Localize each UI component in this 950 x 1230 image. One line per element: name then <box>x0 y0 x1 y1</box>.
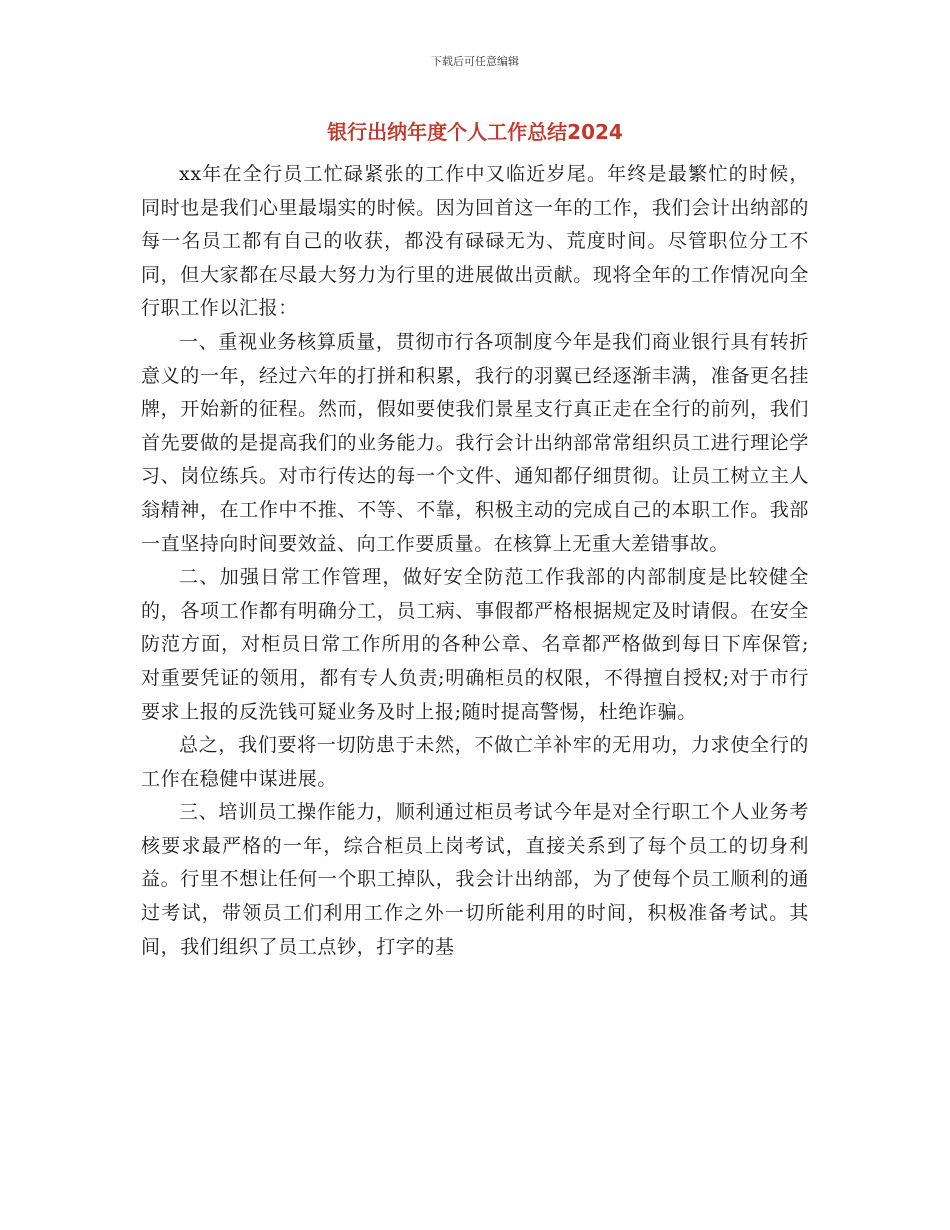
paragraph-intro: xx年在全行员工忙碌紧张的工作中又临近岁尾。年终是最繁忙的时候，同时也是我们心里最塌实的时候。因为回首这一年的工作，我们会计出纳部的每一名员工都有自己的收获，都没有碌碌无为、荒度时间。尽管职位分工不同，但大家都在尽最大努力为行里的进展做出贡献。现将全年的工作情况向全行职工作以汇报： <box>141 163 809 320</box>
header-note: 下载后可任意编辑 <box>431 55 519 68</box>
paragraph-section-1: 一、重视业务核算质量，贯彻市行各项制度今年是我们商业银行具有转折意义的一年，经过六年的打拼和积累，我行的羽翼已经逐渐丰满，准备更名挂牌，开始新的征程。然而，假如要使我们景星支行真正走在全行的前列，我们首先要做的是提高我们的业务能力。我行会计出纳部常常组织员工进行理论学习、岗位练兵。对市行传达的每一个文件、通知都仔细贯彻。让员工树立主人翁精神，在工作中不推、不等、不靠，积极主动的完成自己的本职工作。我部一直坚持向时间要效益、向工作要质量。在核算上无重大差错事故。 <box>141 330 809 555</box>
paragraph-section-3: 三、培训员工操作能力，顺利通过柜员考试今年是对全行职工个人业务考核要求最严格的一年，综合柜员上岗考试，直接关系到了每个员工的切身利益。行里不想让任何一个职工掉队，我会计出纳部，为了使每个员工顺利的通过考试，带领员工们利用工作之外一切所能利用的时间，积极准备考试。其间，我们组织了员工点钞，打字的基 <box>141 801 809 958</box>
document-title: 银行出纳年度个人工作总结2024 <box>327 120 623 144</box>
paragraph-section-2: 二、加强日常工作管理，做好安全防范工作我部的内部制度是比较健全的，各项工作都有明确分工，员工病、事假都严格根据规定及时请假。在安全防范方面，对柜员日常工作所用的各种公章、名章都严格做到每日下库保管;对重要凭证的领用，都有专人负责;明确柜员的权限，不得擅自授权;对于市行要求上报的反洗钱可疑业务及时上报;随时提高警惕，杜绝诈骗。 <box>141 566 809 723</box>
paragraph-summary: 总之，我们要将一切防患于未然，不做亡羊补牢的无用功，力求使全行的工作在稳健中谋进展。 <box>141 734 809 790</box>
document-body <box>141 158 809 964</box>
